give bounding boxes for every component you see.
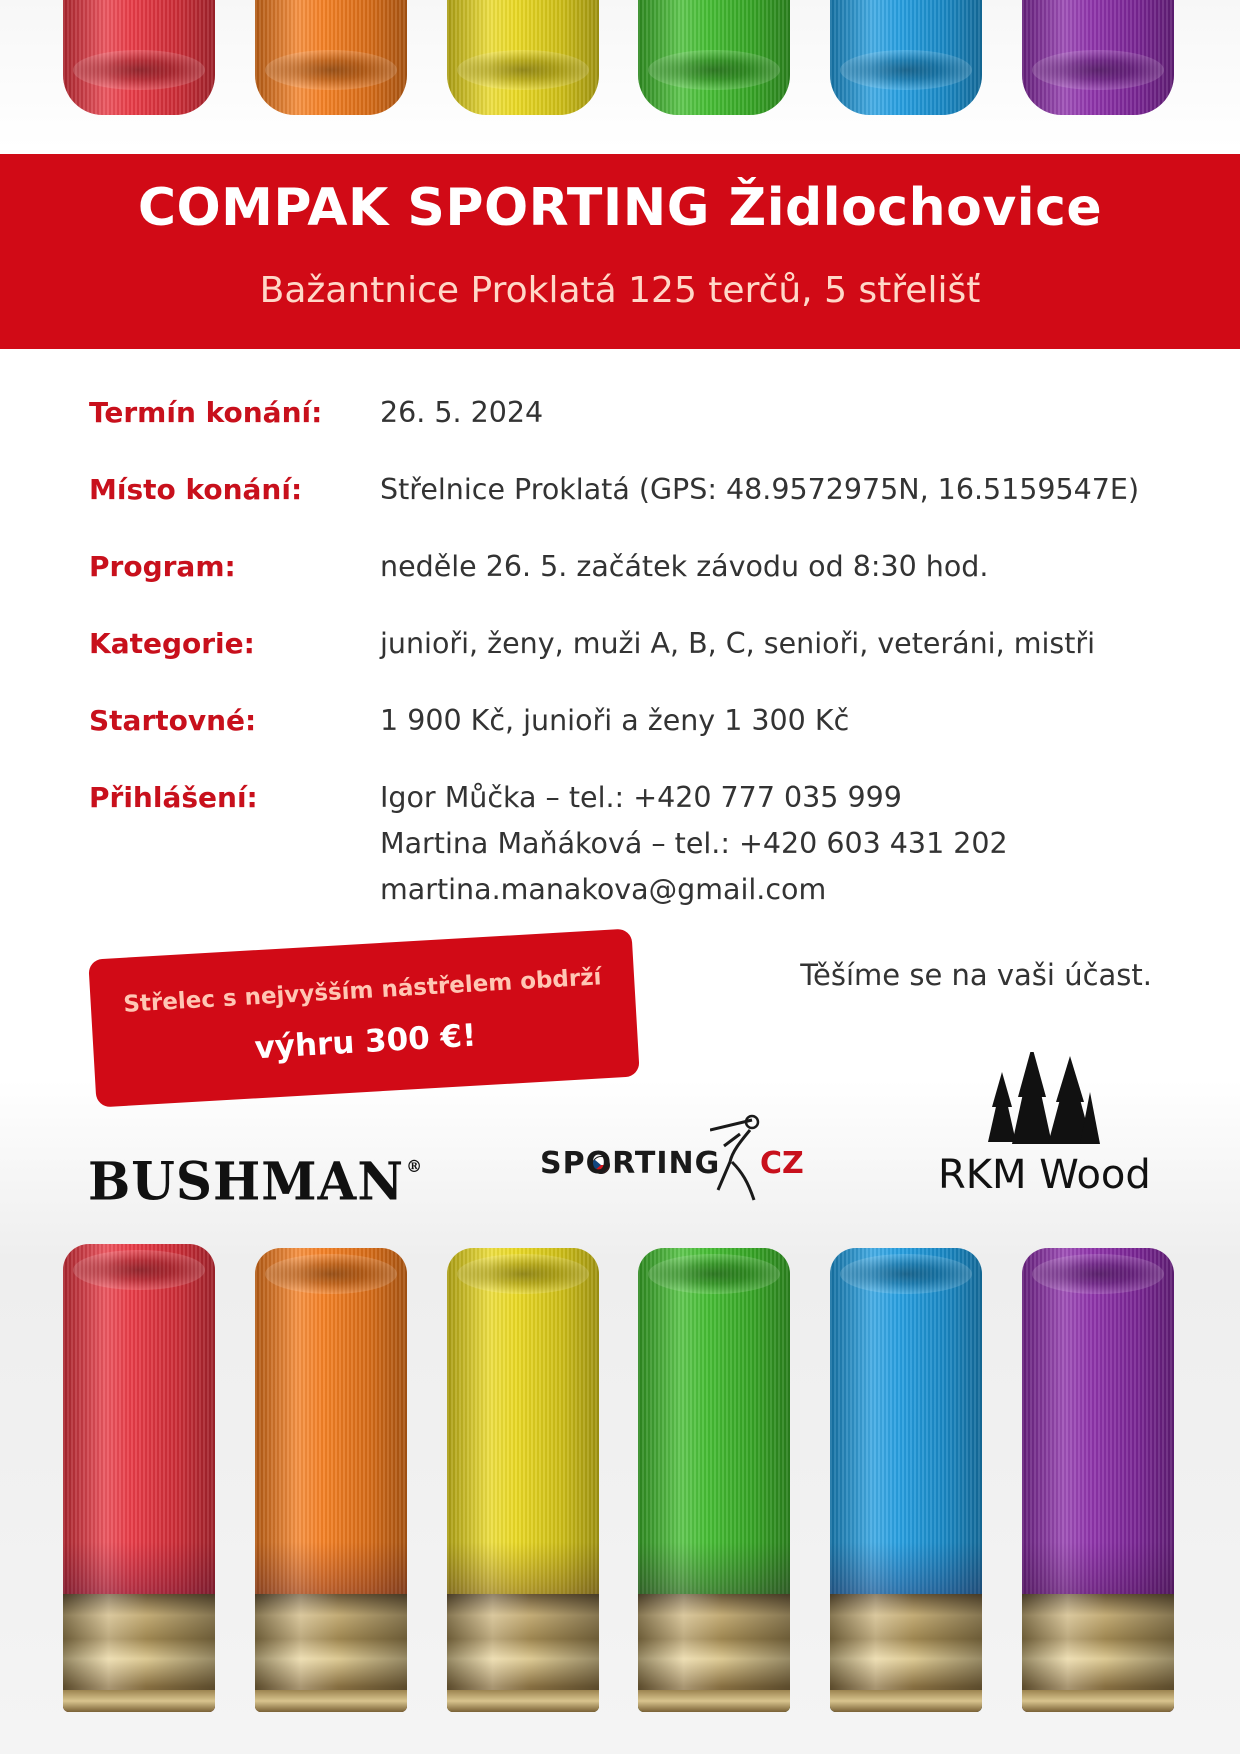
page-title: COMPAK SPORTING Židlochovice — [137, 178, 1103, 238]
date-label: Termín konání: — [89, 396, 323, 429]
place-value: Střelnice Proklatá (GPS: 48.9572975N, 16.5159547E) — [380, 473, 1140, 506]
signup-contact-2: Martina Maňáková – tel.: +420 603 431 202 — [380, 827, 1008, 860]
shell-green — [638, 1248, 790, 1712]
shell-orange — [255, 1248, 407, 1712]
signup-contacts — [380, 775, 1180, 913]
fee-value: 1 900 Kč, junioři a ženy 1 300 Kč — [380, 704, 850, 737]
signup-email[interactable]: martina.manakova@gmail.com — [380, 873, 827, 906]
rkm-wood-logo — [930, 1052, 1160, 1202]
date-value: 26. 5. 2024 — [380, 396, 544, 429]
signup-contact-1: Igor Můčka – tel.: +420 777 035 999 — [380, 781, 902, 814]
category-value: junioři, ženy, muži A, B, C, senioři, veteráni, mistři — [380, 627, 1096, 660]
bushman-logo-text: BUSHMAN — [88, 1150, 405, 1212]
shell-purple-top — [1022, 0, 1174, 115]
sporting-logo-text: SPORTING — [540, 1146, 721, 1181]
signup-label: Přihlášení: — [89, 781, 258, 814]
pine-trees-icon — [982, 1052, 1102, 1152]
shell-red — [63, 1244, 215, 1712]
shell-blue-top — [830, 0, 982, 115]
place-label: Místo konání: — [89, 473, 303, 506]
prize-banner — [88, 928, 640, 1107]
rkm-wood-logo-text: RKM Wood — [938, 1152, 1151, 1198]
program-value: neděle 26. 5. začátek závodu od 8:30 hod. — [380, 550, 989, 583]
program-label: Program: — [89, 550, 236, 583]
registered-mark: ® — [406, 1156, 424, 1177]
closing-text: Těšíme se na vaši účast. — [800, 958, 1152, 992]
shell-blue — [830, 1248, 982, 1712]
shell-yellow-top — [447, 0, 599, 115]
shell-purple — [1022, 1248, 1174, 1712]
fee-label: Startovné: — [89, 704, 257, 737]
shell-green-top — [638, 0, 790, 115]
bushman-logo — [88, 1150, 423, 1212]
sporting-cz-logo — [540, 1112, 820, 1207]
shell-red-top — [63, 0, 215, 115]
page-subtitle: Bažantnice Proklatá 125 terčů, 5 střelišť — [259, 270, 981, 311]
cz-logo-text: CZ — [760, 1146, 804, 1181]
prize-line-1: Střelec s nejvyšším nástřelem obdrží — [122, 964, 603, 1018]
header-band — [0, 154, 1240, 349]
category-label: Kategorie: — [89, 627, 255, 660]
prize-line-2: výhru 300 €! — [253, 1017, 478, 1067]
shell-orange-top — [255, 0, 407, 115]
shell-yellow — [447, 1248, 599, 1712]
